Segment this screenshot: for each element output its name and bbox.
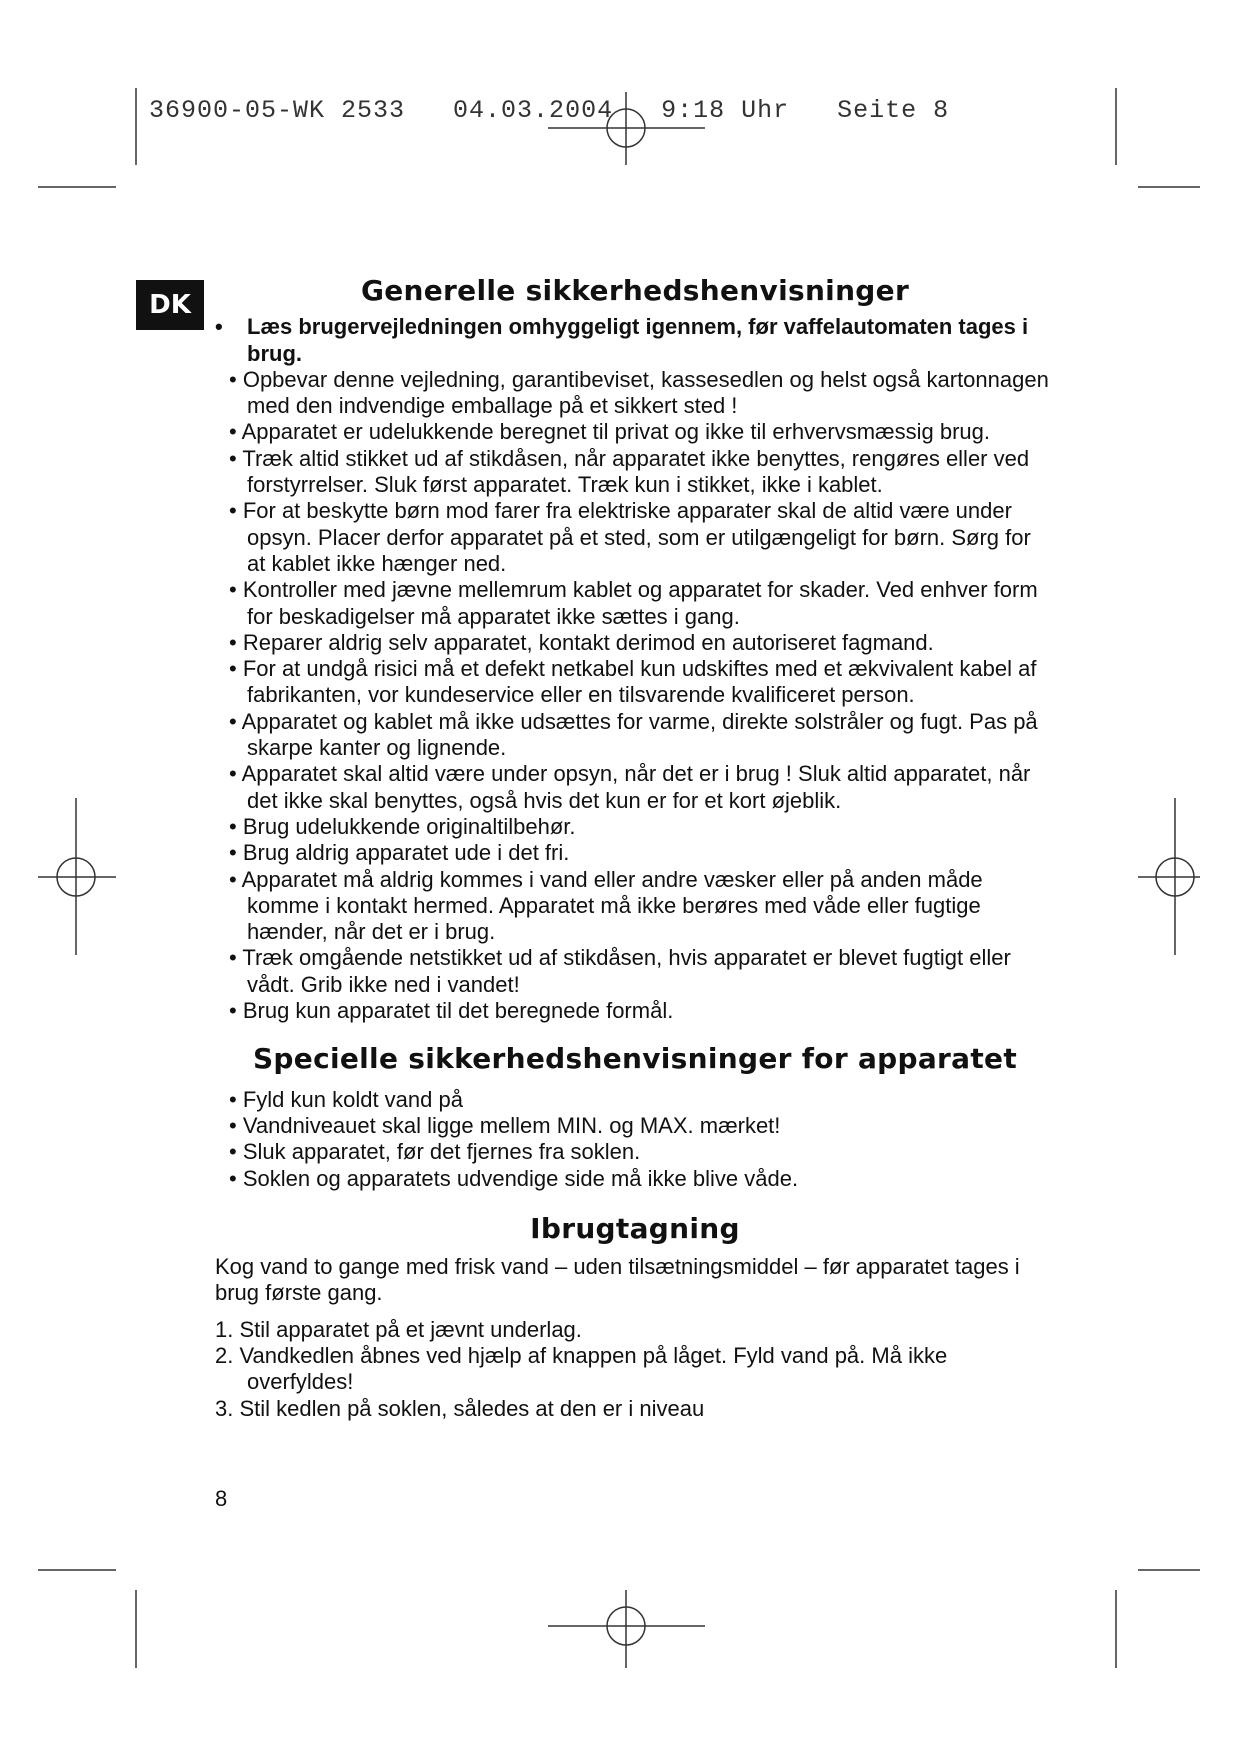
list-item — [215, 709, 1055, 762]
list-item-text: Træk omgående netstikket ud af stikdåsen, hvis apparatet er blevet fugtigt eller vådt. Grib ikke ned i vandet! — [242, 945, 1011, 997]
list-item — [215, 498, 1055, 577]
list-item — [215, 314, 1055, 367]
list-item — [215, 1087, 1055, 1113]
list-item — [215, 814, 1055, 840]
section-title-general: Generelle sikkerhedshenvisninger — [360, 274, 910, 307]
general-safety-list — [215, 314, 1055, 1024]
list-item — [215, 1166, 1055, 1192]
list-item — [215, 1139, 1055, 1165]
list-item — [215, 761, 1055, 814]
list-item-text: Reparer aldrig selv apparatet, kontakt derimod en autoriseret fagmand. — [242, 629, 934, 655]
list-item-text: Kontroller med jævne mellemrum kablet og apparatet for skader. Ved enhver form for beskadigelser må apparatet ikke sættes i gang. — [242, 577, 1038, 629]
list-item-text: Læs brugervejledningen omhyggeligt igennem, før vaffelautomaten tages i brug. — [247, 314, 1029, 366]
bullet-icon: • — [229, 656, 237, 682]
step-item: 2. Vandkedlen åbnes ved hjælp af knappen på låget. Fyld vand på. Må ikke overfyldes! — [215, 1342, 948, 1395]
section-title-first-use: Ibrugtagning — [530, 1211, 740, 1245]
bullet-icon: • — [229, 866, 237, 892]
bullet-icon: • — [229, 577, 237, 603]
list-item-text: Vandniveauet skal ligge mellem MIN. og MAX. mærket! — [242, 1112, 781, 1138]
list-item-text: Fyld kun koldt vand på — [242, 1086, 463, 1112]
list-item-text: For at undgå risici må et defekt netkabel kun udskiftes med et ækvivalent kabel af fabrikanten, vor kundeservice eller en tilsvarende kvalificeret person. — [242, 656, 1037, 708]
bullet-icon: • — [229, 366, 237, 392]
list-item — [215, 840, 1055, 866]
bullet-icon: • — [229, 998, 237, 1024]
list-item — [215, 446, 1055, 499]
list-item-text: Apparatet er udelukkende beregnet til privat og ikke til erhvervsmæssig brug. — [241, 419, 990, 445]
bullet-icon: • — [229, 1165, 237, 1191]
special-safety-list — [215, 1087, 1055, 1192]
first-use-steps — [215, 1317, 1055, 1422]
bullet-icon: • — [229, 1139, 237, 1165]
bullet-icon: • — [229, 945, 237, 971]
list-item-text: Sluk apparatet, før det fjernes fra soklen. — [242, 1139, 641, 1165]
list-item-text: Opbevar denne vejledning, garantibeviset, kassesedlen og helst også kartonnagen med den indvendige emballage på et sikkert sted ! — [242, 366, 1049, 419]
bullet-icon: • — [229, 1086, 237, 1112]
list-item-text: Brug aldrig apparatet ude i det fri. — [242, 840, 570, 866]
bullet-icon: • — [229, 419, 237, 445]
list-item-text: Soklen og apparatets udvendige side må ikke blive våde. — [242, 1165, 799, 1191]
step-item: 3. Stil kedlen på soklen, således at den er i niveau — [215, 1395, 705, 1421]
page-number: 8 — [215, 1486, 228, 1511]
list-item — [215, 419, 1055, 445]
list-item-text: Apparatet og kablet må ikke udsættes for varme, direkte solstråler og fugt. Pas på skarpe kanter og lignende. — [241, 708, 1038, 761]
list-item — [215, 630, 1055, 656]
list-item — [215, 1113, 1055, 1139]
bullet-icon: • — [229, 445, 237, 471]
list-item — [215, 945, 1055, 998]
list-item — [215, 577, 1055, 630]
step-item: 1. Stil apparatet på et jævnt underlag. — [215, 1316, 582, 1342]
list-item — [215, 867, 1055, 946]
bullet-icon: • — [215, 314, 223, 340]
print-slug: 36900-05-WK 2533 04.03.2004 9:18 Uhr Seite 8 — [149, 96, 950, 125]
bullet-icon: • — [229, 498, 237, 524]
list-item-text: Brug udelukkende originaltilbehør. — [242, 813, 576, 839]
list-item-text: For at beskytte børn mod farer fra elektriske apparater skal de altid være under opsyn. Placer derfor apparatet på et sted, som er utilgængeligt for børn. Sørg for at kablet ikke hænger ned. — [242, 498, 1031, 576]
bullet-icon: • — [229, 813, 237, 839]
page-content — [215, 274, 1055, 1422]
bullet-icon: • — [229, 840, 237, 866]
list-item-text: Apparatet skal altid være under opsyn, når det er i brug ! Sluk altid apparatet, når det ikke skal benyttes, også hvis det kun er for et kort øjeblik. — [241, 761, 1031, 813]
list-item — [215, 998, 1055, 1024]
list-item-text: Apparatet må aldrig kommes i vand eller andre væsker eller på anden måde komme i kontakt hermed. Apparatet må ikke berøres med våde eller fugtige hænder, når det er i brug. — [241, 866, 983, 945]
bullet-icon: • — [229, 629, 237, 655]
first-use-intro: Kog vand to gange med frisk vand – uden tilsætningsmiddel – før apparatet tages i brug første gang. — [215, 1254, 1020, 1306]
bullet-icon: • — [229, 761, 237, 787]
list-item-text: Træk altid stikket ud af stikdåsen, når apparatet ikke benyttes, rengøres eller ved forstyrrelser. Sluk først apparatet. Træk kun i stikket, ikke i kablet. — [242, 445, 1030, 498]
language-tab: DK — [136, 280, 204, 330]
list-item — [215, 656, 1055, 709]
list-item-text: Brug kun apparatet til det beregnede formål. — [242, 998, 674, 1024]
bullet-icon: • — [229, 1112, 237, 1138]
list-item — [215, 367, 1055, 420]
section-title-special: Specielle sikkerhedshenvisninger for apparatet — [252, 1042, 1018, 1076]
bullet-icon: • — [229, 708, 237, 734]
